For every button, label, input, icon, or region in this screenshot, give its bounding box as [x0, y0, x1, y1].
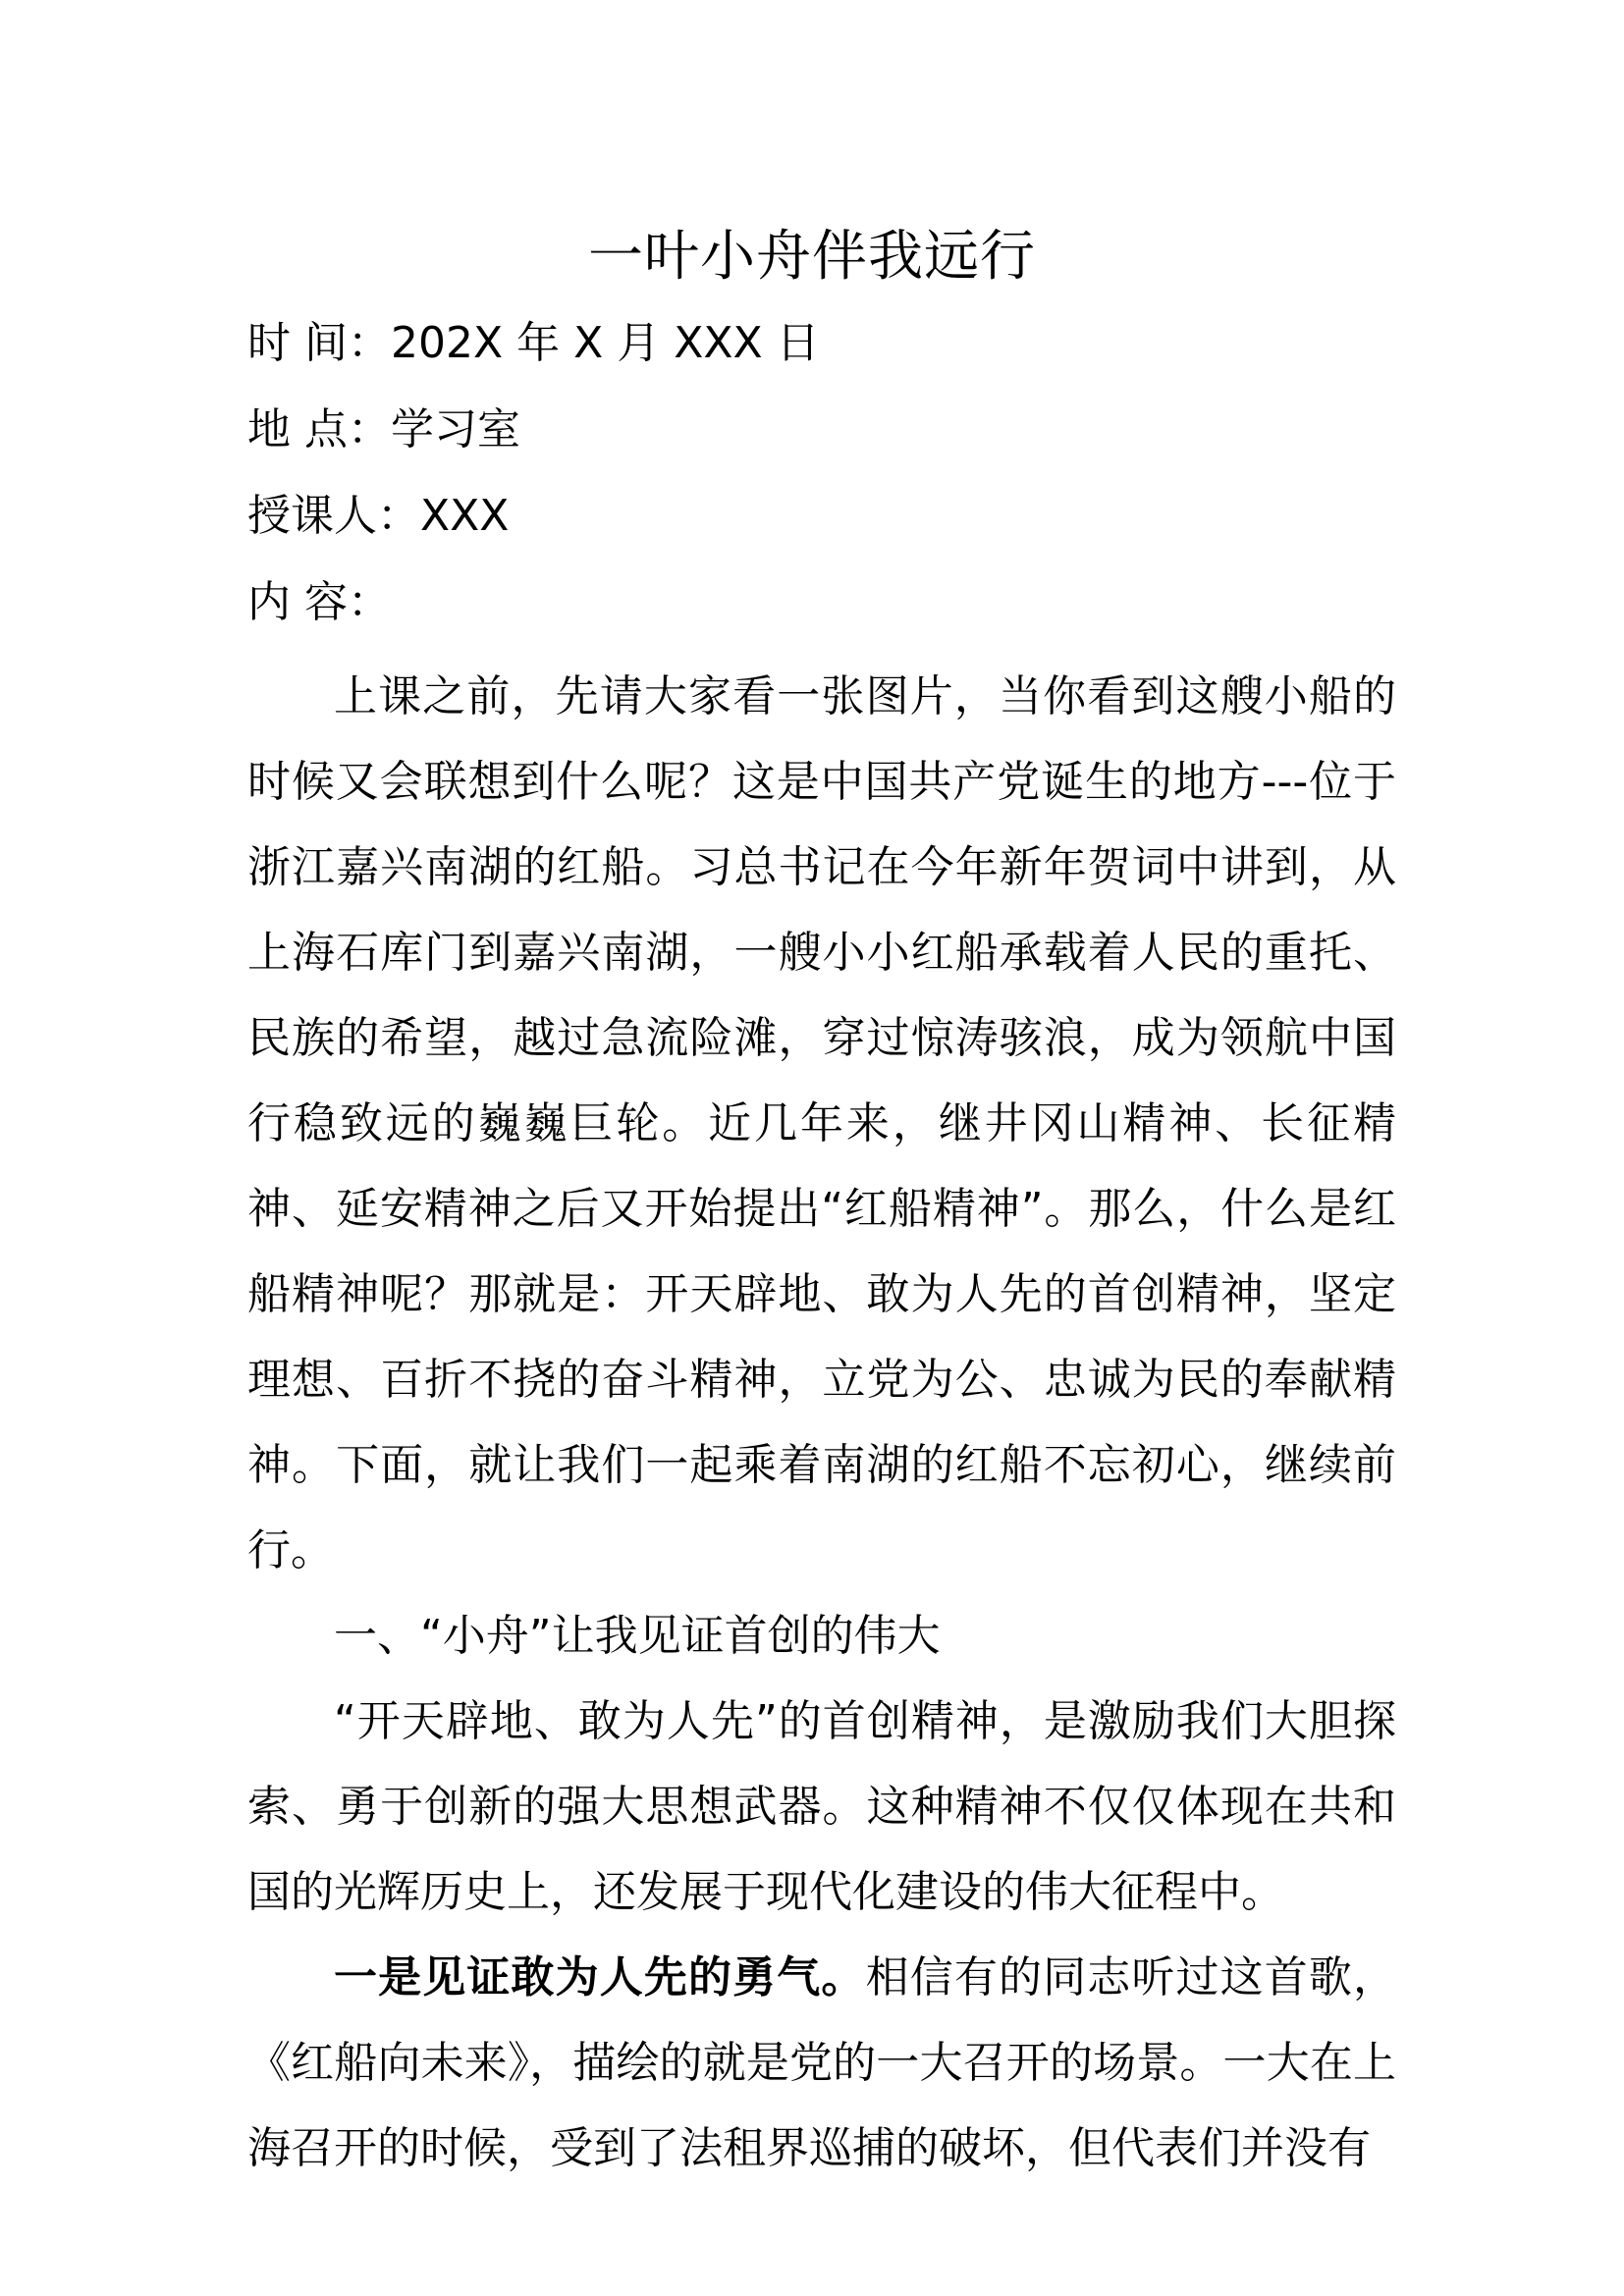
- section-1-heading: 一、“小舟”让我见证首创的伟大: [334, 1611, 941, 1661]
- document-title: 一叶小舟伴我远行: [588, 225, 1036, 289]
- meta-teacher: 授课人：XXX: [247, 491, 510, 541]
- meta-content-label: 内 容：: [247, 577, 391, 627]
- meta-place: 地 点：学习室: [247, 404, 520, 454]
- meta-time: 时 间：202X 年 X 月 XXX 日: [247, 318, 820, 368]
- point-1-paragraph: [247, 1935, 1396, 2191]
- point-1-lead: 一是见证敢为人先的勇气。: [334, 1952, 866, 2002]
- point-1-text: 相信有的同志听过这首歌，《红船向未来》，描绘的就是党的一大召开的场景。一大在上海召开的时候，受到了法租界巡捕的破坏，但代表们并没有: [247, 1952, 1397, 2173]
- intro-paragraph: 上课之前，先请大家看一张图片，当你看到这艘小船的时候又会联想到什么呢？这是中国共产党诞生的地方---位于浙江嘉兴南湖的红船。习总书记在今年新年贺词中讲到，从上海石库门到嘉兴南湖，一艘小小红船承载着人民的重托、民族的希望，越过急流险滩，穿过惊涛骇浪，成为领航中国行稳致远的巍巍巨轮。近几年来，继井冈山精神、长征精神、延安精神之后又开始提出“红船精神”。那么，什么是红船精神呢？那就是：开天辟地、敢为人先的首创精神，坚定理想、百折不挠的奋斗精神，立党为公、忠诚为民的奉献精神。下面，就让我们一起乘着南湖的红船不忘初心，继续前行。: [247, 671, 1396, 1575]
- section-1-paragraph: “开天辟地、敢为人先”的首创精神，是激励我们大胆探索、勇于创新的强大思想武器。这种精神不仅仅体现在共和国的光辉历史上，还发展于现代化建设的伟大征程中。: [247, 1696, 1396, 1917]
- document-body: [247, 654, 1396, 2191]
